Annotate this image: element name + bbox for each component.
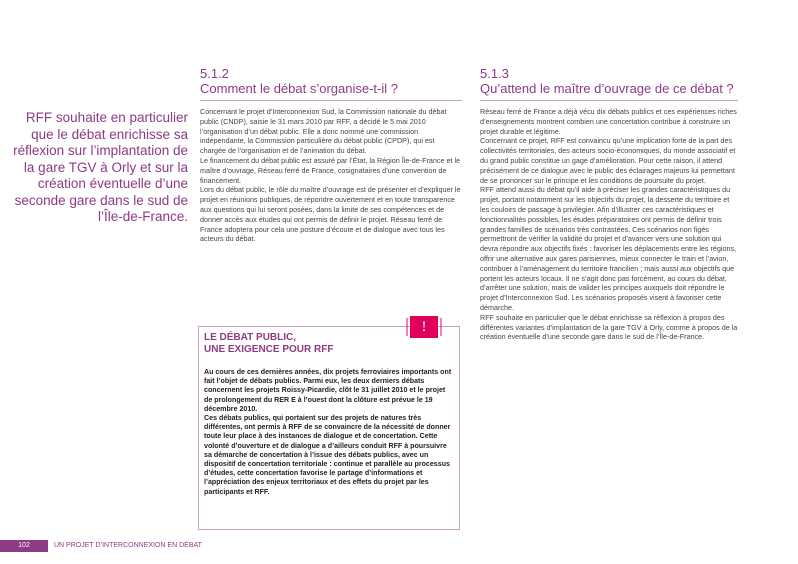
info-box: [198, 316, 460, 530]
box-title: [204, 332, 333, 356]
paragraph: Au cours de ces dernières années, dix projets ferroviaires importants ont fait l’objet de débats publics. Parmi eux, les deux derniers débats concernent les projets Roissy-Picardie, clôt le 31 juillet 2010 et le projet de prolongement du RER E à l’ouest dont la clôture est prévue le 19 décembre 2010.: [204, 368, 452, 413]
section-number: 5.1.3: [480, 66, 509, 81]
footer-title: UN PROJET D’INTERCONNEXION EN DÉBAT: [54, 542, 202, 549]
section-body: [480, 107, 738, 342]
page-number: 102: [0, 540, 48, 552]
section-rule: [480, 100, 738, 101]
box-title-line: LE DÉBAT PUBLIC,: [204, 332, 297, 343]
section-rule: [200, 100, 462, 101]
paragraph: Le financement du débat public est assuré par l’État, la Région Île-de-France et le maître d’ouvrage, Réseau ferré de France, cosignataires d’une convention de financement.: [200, 155, 461, 185]
section-title: Qu’attend le maître d’ouvrage de ce débat ?: [480, 81, 734, 96]
section-5-1-3: [480, 66, 738, 342]
section-number: 5.1.2: [200, 66, 229, 81]
exclamation-icon: !: [410, 316, 438, 338]
page-footer: [0, 540, 798, 552]
section-5-1-2: [200, 66, 462, 244]
pull-quote: RFF souhaite en particulier que le débat enrichisse sa réflexion sur l’implantation de la gare TGV à Orly et sur la création éventuelle d’une seconde gare dans le sud de l’Île-de-France.: [13, 110, 188, 224]
paragraph: Concernant ce projet, RFF est convaincu qu’une implication forte de la part des collectivités territoriales, des acteurs socio-économiques, du monde associatif et du grand public constitue un gage d’amélioration. Pour cette raison, il attend précisément de ce dialogue avec le public des éclairages majeurs lui permettant de se prononcer sur le principe et les conditions de poursuite du projet.: [480, 136, 736, 185]
box-title-line: UNE EXIGENCE POUR RFF: [204, 344, 334, 355]
box-border: [459, 326, 460, 530]
box-border: [198, 529, 460, 530]
paragraph: RFF attend aussi du débat qu’il aide à préciser les grandes caractéristiques du projet, portant notamment sur les objectifs du projet, la desserte du territoire et les couloirs de passage à privilégier. Afin d’illustrer ces caractéristiques et fonctionnalités possibles, les études préparatoires ont permis de définir trois grandes familles de scénarios très contrastées. Ces scénarios non figés permettront de vérifier la validité du projet et d’avancer vers une solution qui devra répondre aux objectifs fixés : favoriser les déplacements entre les régions, offrir une alternative aux gares parisiennes, mieux connecter le train et l’avion, contribuer à l’aménagement du territoire francilien ; mais aussi aux objectifs que portent les acteurs locaux. Il ne s’agit donc pas forcément, au cours du débat, d’arrêter une solution, mais de valider les principes auxquels doit répondre le projet d’Interconnexion Sud. Les scénarios proposés visent à favoriser cette démarche.: [480, 185, 737, 312]
paragraph: Concernant le projet d’Interconnexion Sud, la Commission nationale du débat public (CNDP), saisie le 31 mars 2010 par RFF, a décidé le 5 mai 2010 l’organisation d’un débat public. Elle a donc nommé une commission indépendante, la Commission particulière du débat public (CPDP), qui est chargée de l’organisation et de l’animation du débat.: [200, 107, 447, 156]
paragraph: Réseau ferré de France a déjà vécu dix débats publics et ces expériences riches d’enseignements montrent combien une concertation contribue à construire un projet durable et légitime.: [480, 107, 737, 136]
box-body: [204, 368, 454, 497]
paragraph: Ces débats publics, qui portaient sur des projets de natures très différentes, ont permis à RFF de se convaincre de la nécessité de donner toute leur place à des instances de dialogue et de concertation. Cette volonté d’ouverture et de dialogue a d’ailleurs conduit RFF à poursuivre sa démarche de concertation à l’issue des débats publics, avec un dispositif de concertation territoriale : continue et parallèle au processus d’études, cette concertation favorise le partage d’informations et l’appréciation des enjeux territoriaux et des effets du projet par les participants et RFF.: [204, 414, 451, 496]
section-title: Comment le débat s’organise-t-il ?: [200, 81, 398, 96]
box-border: [198, 326, 199, 530]
paragraph: RFF souhaite en particulier que le débat enrichisse sa réflexion à propos des différentes variantes d’implantation de la gare TGV à Orly, comme à propos de la création éventuelle d’une seconde gare dans le sud de l’Île-de-France.: [480, 312, 738, 342]
section-body: [200, 107, 462, 244]
paragraph: Lors du débat public, le rôle du maître d’ouvrage est de présenter et d’expliquer le projet en réunions publiques, de répondre ouvertement et en toute transparence aux questions qui lui seront posées, dans la limite de ses compétences et de donner accès aux études qui ont permis de définir le projet. Réseau ferré de France adoptera pour cela une posture d’écoute et de dialogue avec tous les acteurs du débat.: [200, 185, 461, 244]
